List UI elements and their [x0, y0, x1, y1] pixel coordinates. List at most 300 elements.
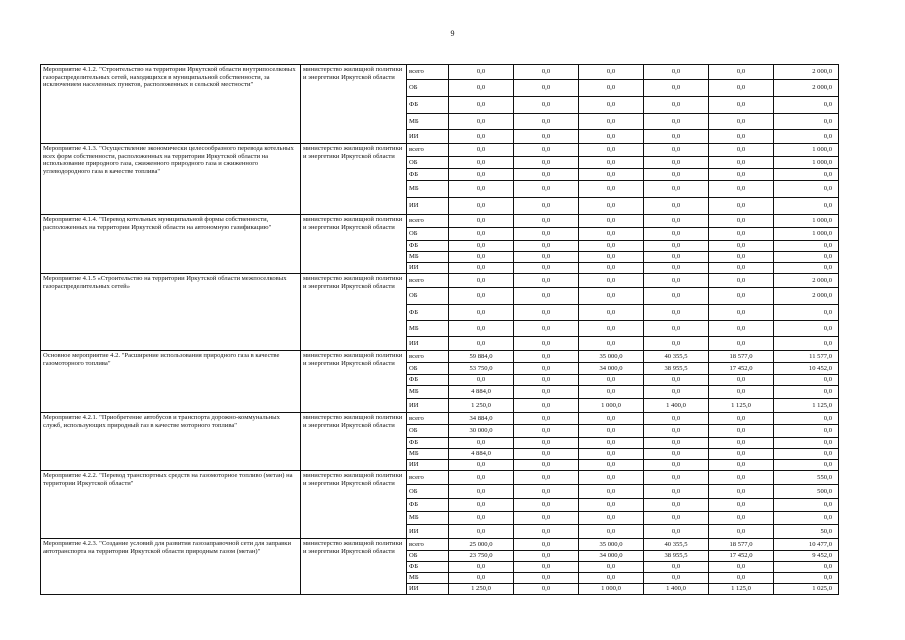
executor-name: министерство жилищной политики и энергетики Иркутской области — [301, 274, 407, 351]
amount-cell: 0,0 — [774, 337, 839, 351]
amount-cell: 0,0 — [514, 114, 579, 130]
amount-cell: 17 452,0 — [709, 363, 774, 375]
amount-cell: 0,0 — [579, 305, 644, 321]
amount-cell: 17 452,0 — [709, 551, 774, 562]
amount-cell: 0,0 — [709, 169, 774, 181]
funding-source: ФБ — [407, 499, 449, 512]
amount-cell: 0,0 — [514, 321, 579, 337]
amount-cell: 0,0 — [774, 241, 839, 252]
amount-cell: 0,0 — [449, 215, 514, 228]
amount-cell: 0,0 — [514, 169, 579, 181]
amount-cell: 0,0 — [709, 198, 774, 215]
funding-source: МБ — [407, 512, 449, 525]
amount-cell: 0,0 — [514, 130, 579, 144]
amount-cell: 0,0 — [449, 198, 514, 215]
amount-cell: 10 452,0 — [774, 363, 839, 375]
amount-cell: 0,0 — [644, 573, 709, 584]
amount-cell: 0,0 — [774, 130, 839, 144]
amount-cell: 0,0 — [709, 337, 774, 351]
funding-source: ОБ — [407, 288, 449, 305]
amount-cell: 0,0 — [579, 181, 644, 198]
funding-source: ФБ — [407, 438, 449, 449]
page-number: 9 — [450, 29, 455, 38]
amount-cell: 0,0 — [774, 97, 839, 114]
amount-cell: 0,0 — [709, 375, 774, 386]
amount-cell: 0,0 — [449, 485, 514, 499]
funding-source: ОБ — [407, 551, 449, 562]
amount-cell: 1 000,0 — [774, 157, 839, 169]
amount-cell: 53 750,0 — [449, 363, 514, 375]
amount-cell: 0,0 — [579, 263, 644, 274]
executor-name: министерство жилищной политики и энергетики Иркутской области — [301, 351, 407, 413]
funding-source: ОБ — [407, 425, 449, 438]
amount-cell: 0,0 — [579, 144, 644, 157]
amount-cell: 18 577,0 — [709, 539, 774, 551]
funding-source: всего — [407, 413, 449, 425]
funding-source: ИИ — [407, 584, 449, 595]
amount-cell: 0,0 — [774, 321, 839, 337]
amount-cell: 0,0 — [644, 449, 709, 460]
amount-cell: 30 000,0 — [449, 425, 514, 438]
funding-source: всего — [407, 471, 449, 485]
amount-cell: 1 000,0 — [774, 215, 839, 228]
amount-cell: 0,0 — [579, 288, 644, 305]
activity-name: Мероприятие 4.2.2. "Перевод транспортных средств на газомоторное топливо (метан) на территории Иркутской области" — [41, 471, 301, 539]
amount-cell: 0,0 — [514, 386, 579, 399]
amount-cell: 0,0 — [514, 584, 579, 595]
funding-source: всего — [407, 274, 449, 288]
amount-cell: 0,0 — [514, 551, 579, 562]
amount-cell: 0,0 — [579, 169, 644, 181]
amount-cell: 0,0 — [449, 97, 514, 114]
amount-cell: 0,0 — [514, 181, 579, 198]
activity-name: Мероприятие 4.1.5 «Строительство на территории Иркутской области межпоселковых газораспределительных сетей» — [41, 274, 301, 351]
executor-name: министерство жилищной политики и энергетики Иркутской области — [301, 413, 407, 471]
amount-cell: 0,0 — [514, 363, 579, 375]
amount-cell: 0,0 — [644, 305, 709, 321]
amount-cell: 0,0 — [514, 375, 579, 386]
funding-source: всего — [407, 351, 449, 363]
amount-cell: 0,0 — [644, 144, 709, 157]
amount-cell: 1 000,0 — [579, 584, 644, 595]
amount-cell: 0,0 — [709, 130, 774, 144]
amount-cell: 0,0 — [514, 305, 579, 321]
funding-source: всего — [407, 215, 449, 228]
executor-name: министерство жилищной политики и энергетики Иркутской области — [301, 539, 407, 595]
amount-cell: 0,0 — [514, 241, 579, 252]
amount-cell: 0,0 — [514, 512, 579, 525]
funding-source: МБ — [407, 449, 449, 460]
amount-cell: 0,0 — [449, 573, 514, 584]
amount-cell: 0,0 — [579, 114, 644, 130]
funding-source: ИИ — [407, 130, 449, 144]
amount-cell: 0,0 — [579, 413, 644, 425]
funding-source: МБ — [407, 386, 449, 399]
amount-cell: 500,0 — [774, 485, 839, 499]
amount-cell: 1 125,0 — [774, 399, 839, 413]
amount-cell: 0,0 — [579, 512, 644, 525]
amount-cell: 0,0 — [709, 573, 774, 584]
amount-cell: 11 577,0 — [774, 351, 839, 363]
amount-cell: 0,0 — [579, 499, 644, 512]
amount-cell: 0,0 — [709, 181, 774, 198]
amount-cell: 0,0 — [514, 97, 579, 114]
activity-name: Мероприятие 4.2.3. "Создание условий для развития газозаправочной сети для заправки автотранспорта на территории Иркутской области природным газом (метан)" — [41, 539, 301, 595]
amount-cell: 0,0 — [449, 471, 514, 485]
table-row — [41, 144, 839, 157]
amount-cell: 0,0 — [579, 130, 644, 144]
amount-cell: 0,0 — [449, 157, 514, 169]
amount-cell: 0,0 — [579, 438, 644, 449]
amount-cell: 2 000,0 — [774, 288, 839, 305]
funding-source: всего — [407, 144, 449, 157]
amount-cell: 0,0 — [644, 337, 709, 351]
amount-cell: 0,0 — [644, 169, 709, 181]
amount-cell: 0,0 — [644, 471, 709, 485]
amount-cell: 10 477,0 — [774, 539, 839, 551]
amount-cell: 0,0 — [514, 215, 579, 228]
amount-cell: 0,0 — [449, 130, 514, 144]
amount-cell: 0,0 — [709, 65, 774, 80]
amount-cell: 0,0 — [579, 65, 644, 80]
amount-cell: 0,0 — [774, 252, 839, 263]
amount-cell: 0,0 — [709, 288, 774, 305]
amount-cell: 1 000,0 — [774, 144, 839, 157]
amount-cell: 0,0 — [449, 337, 514, 351]
activity-name: Мероприятие 4.2.1. "Приобретение автобусов и транспорта дорожно-коммунальных служб, использующих природный газ в качестве моторного топлива" — [41, 413, 301, 471]
amount-cell: 0,0 — [449, 181, 514, 198]
amount-cell: 25 000,0 — [449, 539, 514, 551]
amount-cell: 59 884,0 — [449, 351, 514, 363]
funding-source: ОБ — [407, 485, 449, 499]
amount-cell: 0,0 — [709, 425, 774, 438]
amount-cell: 0,0 — [644, 198, 709, 215]
amount-cell: 0,0 — [644, 252, 709, 263]
table-row — [41, 274, 839, 288]
amount-cell: 0,0 — [579, 198, 644, 215]
amount-cell: 0,0 — [579, 337, 644, 351]
amount-cell: 38 955,5 — [644, 551, 709, 562]
amount-cell: 34 000,0 — [579, 363, 644, 375]
amount-cell: 2 000,0 — [774, 65, 839, 80]
amount-cell: 0,0 — [514, 485, 579, 499]
amount-cell: 0,0 — [449, 80, 514, 97]
amount-cell: 0,0 — [449, 144, 514, 157]
amount-cell: 0,0 — [579, 215, 644, 228]
amount-cell: 0,0 — [579, 321, 644, 337]
amount-cell: 0,0 — [774, 562, 839, 573]
amount-cell: 0,0 — [449, 263, 514, 274]
amount-cell: 0,0 — [579, 485, 644, 499]
amount-cell: 18 577,0 — [709, 351, 774, 363]
amount-cell: 0,0 — [644, 562, 709, 573]
amount-cell: 0,0 — [579, 157, 644, 169]
amount-cell: 0,0 — [514, 413, 579, 425]
amount-cell: 0,0 — [579, 573, 644, 584]
amount-cell: 0,0 — [579, 274, 644, 288]
amount-cell: 0,0 — [579, 252, 644, 263]
table-row — [41, 539, 839, 551]
amount-cell: 0,0 — [514, 539, 579, 551]
amount-cell: 0,0 — [709, 525, 774, 539]
amount-cell: 0,0 — [644, 288, 709, 305]
amount-cell: 0,0 — [644, 499, 709, 512]
amount-cell: 0,0 — [644, 525, 709, 539]
table-row — [41, 215, 839, 228]
funding-source: ИИ — [407, 198, 449, 215]
amount-cell: 0,0 — [774, 460, 839, 471]
amount-cell: 4 884,0 — [449, 449, 514, 460]
amount-cell: 0,0 — [514, 80, 579, 97]
amount-cell: 0,0 — [709, 274, 774, 288]
funding-source: МБ — [407, 181, 449, 198]
amount-cell: 0,0 — [709, 512, 774, 525]
amount-cell: 0,0 — [514, 228, 579, 241]
amount-cell: 0,0 — [514, 425, 579, 438]
amount-cell: 0,0 — [449, 252, 514, 263]
funding-source: ОБ — [407, 363, 449, 375]
amount-cell: 0,0 — [449, 562, 514, 573]
amount-cell: 0,0 — [579, 241, 644, 252]
amount-cell: 0,0 — [774, 114, 839, 130]
amount-cell: 0,0 — [644, 460, 709, 471]
amount-cell: 0,0 — [709, 485, 774, 499]
table-row — [41, 65, 839, 80]
amount-cell: 0,0 — [514, 144, 579, 157]
amount-cell: 0,0 — [644, 241, 709, 252]
funding-source: всего — [407, 65, 449, 80]
amount-cell: 0,0 — [514, 252, 579, 263]
amount-cell: 0,0 — [449, 305, 514, 321]
amount-cell: 0,0 — [449, 228, 514, 241]
amount-cell: 0,0 — [514, 562, 579, 573]
amount-cell: 0,0 — [644, 386, 709, 399]
amount-cell: 0,0 — [449, 375, 514, 386]
amount-cell: 23 750,0 — [449, 551, 514, 562]
amount-cell: 0,0 — [644, 157, 709, 169]
amount-cell: 0,0 — [514, 573, 579, 584]
amount-cell: 0,0 — [579, 228, 644, 241]
amount-cell: 0,0 — [774, 449, 839, 460]
amount-cell: 0,0 — [774, 512, 839, 525]
amount-cell: 0,0 — [449, 460, 514, 471]
amount-cell: 0,0 — [644, 97, 709, 114]
amount-cell: 0,0 — [449, 274, 514, 288]
amount-cell: 0,0 — [579, 386, 644, 399]
amount-cell: 2 000,0 — [774, 80, 839, 97]
activity-name: Мероприятие 4.1.3. "Осуществление экономически целесообразного перевода котельных всех форм собственности, расположенных на территории Иркутской области на использование природного газа, сжиженного природного газа и сжиженного углеводородного газа в качестве топлива" — [41, 144, 301, 215]
amount-cell: 0,0 — [774, 425, 839, 438]
amount-cell: 35 000,0 — [579, 539, 644, 551]
amount-cell: 0,0 — [514, 351, 579, 363]
amount-cell: 0,0 — [709, 263, 774, 274]
amount-cell: 0,0 — [644, 215, 709, 228]
amount-cell: 9 452,0 — [774, 551, 839, 562]
activity-name: Мероприятие 4.1.2. "Строительство на территории Иркутской области внутрипоселковых газораспределительных сетей, находящихся в муниципальной собственности, за исключением населенных пунктов, расположенных в сельской местности" — [41, 65, 301, 144]
executor-name: министерство жилищной политики и энергетики Иркутской области — [301, 144, 407, 215]
table-body — [41, 65, 839, 595]
amount-cell: 0,0 — [709, 386, 774, 399]
amount-cell: 0,0 — [514, 438, 579, 449]
amount-cell: 0,0 — [514, 337, 579, 351]
amount-cell: 0,0 — [514, 288, 579, 305]
funding-source: ОБ — [407, 157, 449, 169]
table-row — [41, 413, 839, 425]
amount-cell: 0,0 — [644, 114, 709, 130]
table-row — [41, 351, 839, 363]
amount-cell: 0,0 — [774, 198, 839, 215]
amount-cell: 34 884,0 — [449, 413, 514, 425]
amount-cell: 1 025,0 — [774, 584, 839, 595]
amount-cell: 0,0 — [644, 321, 709, 337]
funding-table — [40, 64, 839, 595]
amount-cell: 0,0 — [644, 80, 709, 97]
amount-cell: 0,0 — [709, 215, 774, 228]
amount-cell: 0,0 — [514, 65, 579, 80]
funding-source: МБ — [407, 573, 449, 584]
executor-name: министерство жилищной политики и энергетики Иркутской области — [301, 215, 407, 274]
amount-cell: 0,0 — [774, 263, 839, 274]
amount-cell: 0,0 — [449, 169, 514, 181]
amount-cell: 0,0 — [579, 525, 644, 539]
amount-cell: 0,0 — [709, 144, 774, 157]
amount-cell: 1 125,0 — [709, 399, 774, 413]
amount-cell: 0,0 — [709, 97, 774, 114]
amount-cell: 0,0 — [644, 263, 709, 274]
funding-source: ИИ — [407, 337, 449, 351]
amount-cell: 0,0 — [709, 114, 774, 130]
executor-name: министерство жилищной политики и энергетики Иркутской области — [301, 471, 407, 539]
amount-cell: 0,0 — [644, 512, 709, 525]
amount-cell: 0,0 — [449, 114, 514, 130]
amount-cell: 0,0 — [709, 305, 774, 321]
amount-cell: 0,0 — [449, 241, 514, 252]
amount-cell: 0,0 — [644, 485, 709, 499]
amount-cell: 40 355,5 — [644, 539, 709, 551]
amount-cell: 0,0 — [774, 573, 839, 584]
amount-cell: 0,0 — [514, 263, 579, 274]
amount-cell: 0,0 — [644, 228, 709, 241]
amount-cell: 0,0 — [579, 80, 644, 97]
amount-cell: 0,0 — [579, 562, 644, 573]
amount-cell: 35 000,0 — [579, 351, 644, 363]
amount-cell: 0,0 — [514, 499, 579, 512]
funding-source: ИИ — [407, 525, 449, 539]
amount-cell: 38 955,5 — [644, 363, 709, 375]
activity-name: Основное мероприятие 4.2. "Расширение использования природного газа в качестве газомоторного топлива" — [41, 351, 301, 413]
amount-cell: 0,0 — [579, 97, 644, 114]
amount-cell: 0,0 — [514, 198, 579, 215]
amount-cell: 0,0 — [709, 471, 774, 485]
amount-cell: 0,0 — [709, 80, 774, 97]
amount-cell: 0,0 — [449, 321, 514, 337]
amount-cell: 0,0 — [514, 274, 579, 288]
funding-source: ФБ — [407, 97, 449, 114]
amount-cell: 0,0 — [774, 413, 839, 425]
amount-cell: 50,0 — [774, 525, 839, 539]
amount-cell: 550,0 — [774, 471, 839, 485]
amount-cell: 0,0 — [514, 399, 579, 413]
funding-source: ФБ — [407, 241, 449, 252]
amount-cell: 1 125,0 — [709, 584, 774, 595]
amount-cell: 0,0 — [644, 181, 709, 198]
amount-cell: 2 000,0 — [774, 274, 839, 288]
amount-cell: 1 250,0 — [449, 584, 514, 595]
funding-source: всего — [407, 539, 449, 551]
amount-cell: 0,0 — [449, 65, 514, 80]
amount-cell: 0,0 — [579, 449, 644, 460]
funding-source: ФБ — [407, 305, 449, 321]
amount-cell: 0,0 — [709, 438, 774, 449]
amount-cell: 0,0 — [774, 386, 839, 399]
amount-cell: 0,0 — [709, 241, 774, 252]
amount-cell: 0,0 — [514, 460, 579, 471]
amount-cell: 0,0 — [709, 157, 774, 169]
amount-cell: 0,0 — [709, 449, 774, 460]
funding-source: ОБ — [407, 228, 449, 241]
amount-cell: 0,0 — [644, 375, 709, 386]
amount-cell: 0,0 — [644, 130, 709, 144]
amount-cell: 1 400,0 — [644, 399, 709, 413]
amount-cell: 34 000,0 — [579, 551, 644, 562]
funding-source: МБ — [407, 252, 449, 263]
amount-cell: 1 400,0 — [644, 584, 709, 595]
funding-source: МБ — [407, 321, 449, 337]
amount-cell: 0,0 — [774, 305, 839, 321]
amount-cell: 0,0 — [644, 425, 709, 438]
funding-source: ИИ — [407, 263, 449, 274]
amount-cell: 0,0 — [774, 375, 839, 386]
amount-cell: 40 355,5 — [644, 351, 709, 363]
amount-cell: 0,0 — [774, 181, 839, 198]
amount-cell: 0,0 — [709, 460, 774, 471]
amount-cell: 0,0 — [449, 525, 514, 539]
funding-source: ФБ — [407, 169, 449, 181]
amount-cell: 0,0 — [774, 438, 839, 449]
funding-source: ОБ — [407, 80, 449, 97]
amount-cell: 1 000,0 — [774, 228, 839, 241]
amount-cell: 0,0 — [579, 375, 644, 386]
amount-cell: 0,0 — [644, 65, 709, 80]
amount-cell: 0,0 — [579, 425, 644, 438]
amount-cell: 0,0 — [514, 525, 579, 539]
amount-cell: 0,0 — [709, 252, 774, 263]
amount-cell: 0,0 — [449, 499, 514, 512]
table-row — [41, 471, 839, 485]
funding-source: ФБ — [407, 375, 449, 386]
executor-name: министерство жилищной политики и энергетики Иркутской области — [301, 65, 407, 144]
funding-source: МБ — [407, 114, 449, 130]
amount-cell: 0,0 — [449, 438, 514, 449]
amount-cell: 0,0 — [644, 413, 709, 425]
funding-source: ИИ — [407, 399, 449, 413]
amount-cell: 0,0 — [579, 460, 644, 471]
amount-cell: 0,0 — [774, 499, 839, 512]
amount-cell: 0,0 — [449, 288, 514, 305]
amount-cell: 0,0 — [449, 512, 514, 525]
amount-cell: 0,0 — [644, 274, 709, 288]
amount-cell: 0,0 — [709, 228, 774, 241]
amount-cell: 0,0 — [579, 471, 644, 485]
amount-cell: 1 000,0 — [579, 399, 644, 413]
activity-name: Мероприятие 4.1.4. "Перевод котельных муниципальной формы собственности, расположенных на территории Иркутской области на автономную газификацию" — [41, 215, 301, 274]
funding-source: ФБ — [407, 562, 449, 573]
funding-source: ИИ — [407, 460, 449, 471]
amount-cell: 0,0 — [774, 169, 839, 181]
amount-cell: 0,0 — [514, 157, 579, 169]
amount-cell: 0,0 — [709, 413, 774, 425]
amount-cell: 0,0 — [709, 562, 774, 573]
